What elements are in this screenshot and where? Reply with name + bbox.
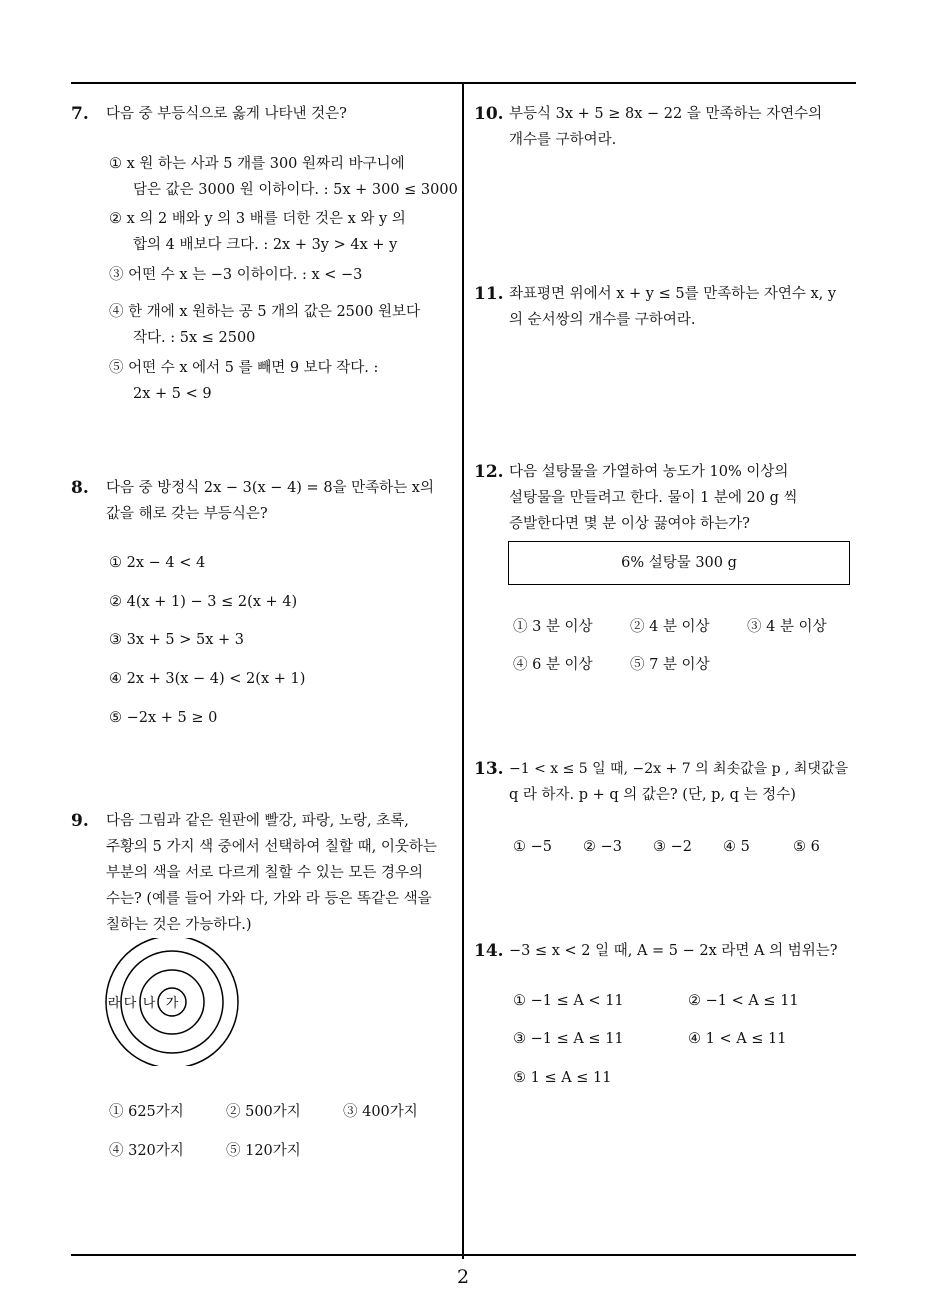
q14-option-2[interactable]: ② −1 < A ≤ 11 <box>688 993 799 1009</box>
question-number: 13. <box>474 759 504 779</box>
q7-option-5-line2: 2x + 5 < 9 <box>133 386 212 402</box>
question-text-line3: 증발한다면 몇 분 이상 끓여야 하는가? <box>509 516 750 532</box>
q14-option-1[interactable]: ① −1 ≤ A < 11 <box>513 993 624 1009</box>
ring-label-da: 다 <box>123 996 137 1011</box>
q14-option-4[interactable]: ④ 1 < A ≤ 11 <box>688 1031 787 1047</box>
question-number: 7. <box>71 104 89 124</box>
q12-option-3[interactable]: ③ 4 분 이상 <box>747 619 827 635</box>
q12-option-5[interactable]: ⑤ 7 분 이상 <box>630 657 710 673</box>
question-text-line1: 부등식 3x + 5 ≥ 8x − 22 을 만족하는 자연수의 <box>509 106 823 122</box>
q8-option-2[interactable]: ② 4(x + 1) − 3 ≤ 2(x + 4) <box>109 594 298 610</box>
question-text-line1: 다음 중 방정식 2x − 3(x − 4) = 8을 만족하는 x의 <box>106 480 434 496</box>
given-info-box: 6% 설탕물 300 g <box>508 541 850 585</box>
bottom-rule <box>71 1254 856 1256</box>
concentric-disc-diagram <box>100 938 245 1066</box>
column-divider <box>462 82 464 1259</box>
question-text: 다음 중 부등식으로 옳게 나타낸 것은? <box>106 106 347 122</box>
q7-option-3[interactable]: ③ 어떤 수 x 는 −3 이하이다. : x < −3 <box>109 267 363 283</box>
question-text-line2: 값을 해로 갖는 부등식은? <box>106 506 268 522</box>
question-text-line3: 부분의 색을 서로 다르게 칠할 수 있는 모든 경우의 <box>106 865 424 881</box>
question-number: 14. <box>474 941 504 961</box>
q9-option-3[interactable]: ③ 400가지 <box>343 1104 418 1120</box>
q7-option-2-line2: 합의 4 배보다 크다. : 2x + 3y > 4x + y <box>133 237 398 253</box>
q7-option-1-line2: 담은 값은 3000 원 이하이다. : 5x + 300 ≤ 3000 <box>133 182 458 198</box>
q9-option-5[interactable]: ⑤ 120가지 <box>226 1143 301 1159</box>
q8-option-5[interactable]: ⑤ −2x + 5 ≥ 0 <box>109 710 218 726</box>
q13-option-2[interactable]: ② −3 <box>583 839 622 855</box>
question-text-line1: 좌표평면 위에서 x + y ≤ 5를 만족하는 자연수 x, y <box>509 286 837 302</box>
q8-option-3[interactable]: ③ 3x + 5 > 5x + 3 <box>109 632 244 648</box>
q14-option-3[interactable]: ③ −1 ≤ A ≤ 11 <box>513 1031 624 1047</box>
q12-option-2[interactable]: ② 4 분 이상 <box>630 619 710 635</box>
q9-option-4[interactable]: ④ 320가지 <box>109 1143 184 1159</box>
question-text-line1: 다음 그림과 같은 원판에 빨강, 파랑, 노랑, 초록, <box>106 813 409 829</box>
question-number: 11. <box>474 284 504 304</box>
question-text-line2: q 라 하자. p + q 의 값은? (단, p, q 는 정수) <box>509 787 796 803</box>
ring-label-ga: 가 <box>165 996 179 1011</box>
q7-option-4-line2: 작다. : 5x ≤ 2500 <box>133 330 256 346</box>
question-text-line2: 주황의 5 가지 색 중에서 선택하여 칠할 때, 이웃하는 <box>106 839 437 855</box>
q7-option-2-line1[interactable]: ② x 의 2 배와 y 의 3 배를 더한 것은 x 와 y 의 <box>109 211 406 227</box>
q12-option-4[interactable]: ④ 6 분 이상 <box>513 657 593 673</box>
q13-option-4[interactable]: ④ 5 <box>723 839 750 855</box>
question-text-line4: 수는? (예를 들어 가와 다, 가와 라 등은 똑같은 색을 <box>106 891 432 907</box>
ring-label-ra: 라 <box>107 996 121 1011</box>
q8-option-1[interactable]: ① 2x − 4 < 4 <box>109 555 206 571</box>
question-number: 8. <box>71 478 89 498</box>
q9-option-1[interactable]: ① 625가지 <box>109 1104 184 1120</box>
q14-option-5[interactable]: ⑤ 1 ≤ A ≤ 11 <box>513 1070 612 1086</box>
q9-option-2[interactable]: ② 500가지 <box>226 1104 301 1120</box>
q12-option-1[interactable]: ① 3 분 이상 <box>513 619 593 635</box>
q13-option-3[interactable]: ③ −2 <box>653 839 692 855</box>
question-number: 9. <box>71 811 89 831</box>
q13-option-5[interactable]: ⑤ 6 <box>793 839 820 855</box>
question-number: 10. <box>474 104 504 124</box>
question-text-line2: 의 순서쌍의 개수를 구하여라. <box>509 312 696 328</box>
q8-option-4[interactable]: ④ 2x + 3(x − 4) < 2(x + 1) <box>109 671 306 687</box>
question-text-line2: 개수를 구하여라. <box>509 132 617 148</box>
question-text-line1: −1 < x ≤ 5 일 때, −2x + 7 의 최솟값을 p , 최댓값을 <box>509 761 849 777</box>
q7-option-5-line1[interactable]: ⑤ 어떤 수 x 에서 5 를 빼면 9 보다 작다. : <box>109 360 379 376</box>
question-text: −3 ≤ x < 2 일 때, A = 5 − 2x 라면 A 의 범위는? <box>509 943 838 959</box>
question-text-line1: 다음 설탕물을 가열하여 농도가 10% 이상의 <box>509 464 789 480</box>
question-text-line5: 칠하는 것은 가능하다.) <box>106 917 252 933</box>
q7-option-1-line1[interactable]: ① x 원 하는 사과 5 개를 300 원짜리 바구니에 <box>109 156 405 172</box>
page-number: 2 <box>456 1266 470 1288</box>
ring-label-na: 나 <box>142 996 156 1011</box>
question-number: 12. <box>474 462 504 482</box>
q13-option-1[interactable]: ① −5 <box>513 839 552 855</box>
q7-option-4-line1[interactable]: ④ 한 개에 x 원하는 공 5 개의 값은 2500 원보다 <box>109 304 420 320</box>
question-text-line2: 설탕물을 만들려고 한다. 물이 1 분에 20 g 씩 <box>509 490 798 506</box>
